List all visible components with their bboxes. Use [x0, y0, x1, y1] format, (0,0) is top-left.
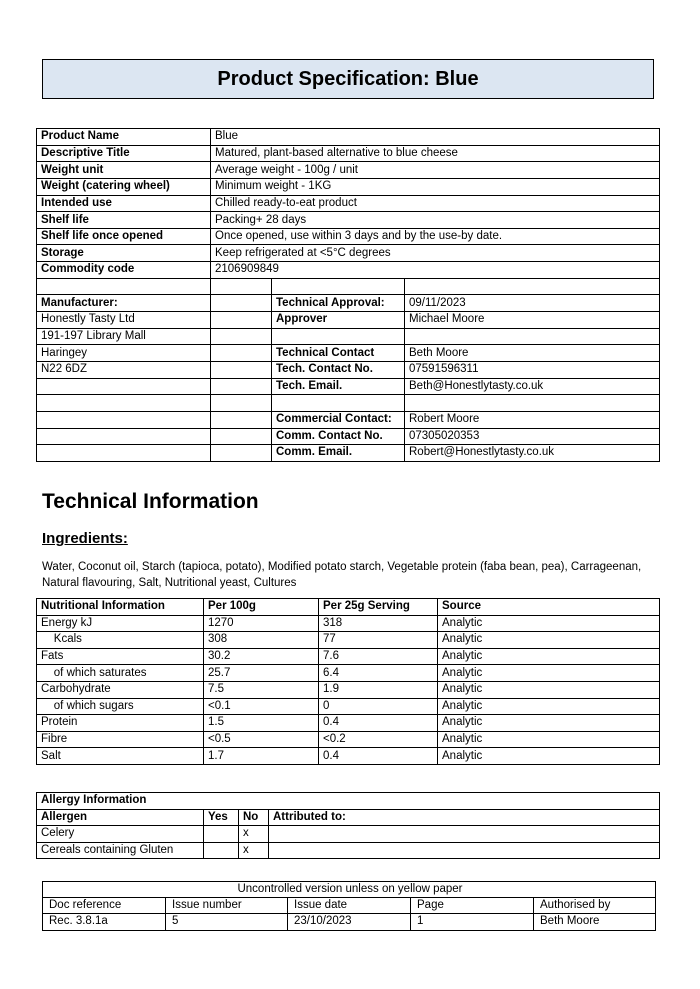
- contact-label: Tech. Contact No.: [272, 361, 405, 378]
- footer-notice: Uncontrolled version unless on yellow paper: [43, 882, 656, 898]
- spec-row: [37, 262, 660, 279]
- footer-value: Beth Moore: [534, 914, 656, 930]
- allergy-title-row: [37, 793, 660, 810]
- blank-cell: [211, 411, 272, 428]
- spec-label: Commodity code: [37, 262, 211, 279]
- contact-value: Robert@Honestlytasty.co.uk: [405, 445, 660, 462]
- spec-label: Descriptive Title: [37, 145, 211, 162]
- allergy-cell: x: [239, 842, 269, 859]
- nutrition-cell: Analytic: [438, 715, 660, 732]
- footer-header-row: [43, 898, 656, 914]
- contact-value: Michael Moore: [405, 312, 660, 329]
- contact-row: [37, 378, 660, 395]
- manufacturer-cell: [37, 395, 211, 412]
- spec-value: Blue: [211, 129, 660, 146]
- contact-row: [37, 361, 660, 378]
- spec-label: Weight (catering wheel): [37, 178, 211, 195]
- nutrition-cell: 7.5: [204, 681, 319, 698]
- footer-value: 5: [166, 914, 288, 930]
- blank-cell: [211, 312, 272, 329]
- contact-label: [272, 278, 405, 295]
- spec-row: [37, 145, 660, 162]
- spec-label: Product Name: [37, 129, 211, 146]
- spec-row: [37, 162, 660, 179]
- nutrition-header: Nutritional Information: [37, 599, 204, 616]
- nutrition-cell: Salt: [37, 748, 204, 765]
- nutrition-cell: Analytic: [438, 632, 660, 649]
- contact-row: [37, 445, 660, 462]
- nutrition-header-row: [37, 599, 660, 616]
- blank-cell: [211, 278, 272, 295]
- spec-row: [37, 212, 660, 229]
- nutrition-row: [37, 698, 660, 715]
- spec-value: 2106909849: [211, 262, 660, 279]
- nutrition-cell: 7.6: [319, 648, 438, 665]
- nutrition-row: [37, 632, 660, 649]
- spec-label: Shelf life once opened: [37, 228, 211, 245]
- spec-row: [37, 245, 660, 262]
- allergy-title: Allergy Information: [37, 793, 660, 810]
- footer-header: Issue date: [288, 898, 411, 914]
- contact-label: Tech. Email.: [272, 378, 405, 395]
- allergy-cell: [204, 842, 239, 859]
- footer-header: Issue number: [166, 898, 288, 914]
- nutrition-cell: Analytic: [438, 681, 660, 698]
- blank-cell: [211, 445, 272, 462]
- spec-value: Chilled ready-to-eat product: [211, 195, 660, 212]
- nutrition-row: [37, 681, 660, 698]
- nutrition-cell: Analytic: [438, 698, 660, 715]
- contact-row: [37, 295, 660, 312]
- blank-cell: [211, 361, 272, 378]
- nutrition-header: Per 25g Serving: [319, 599, 438, 616]
- allergy-row: [37, 842, 660, 859]
- nutrition-cell: 0.4: [319, 748, 438, 765]
- spec-value: Minimum weight - 1KG: [211, 178, 660, 195]
- footer-value-row: [43, 914, 656, 930]
- blank-cell: [211, 395, 272, 412]
- manufacturer-cell: Haringey: [37, 345, 211, 362]
- allergy-header: No: [239, 809, 269, 826]
- contact-row: [37, 428, 660, 445]
- nutrition-cell: 0.4: [319, 715, 438, 732]
- footer-header: Doc reference: [43, 898, 166, 914]
- footer-notice-row: [43, 882, 656, 898]
- nutrition-table: [36, 598, 660, 765]
- manufacturer-cell: [37, 411, 211, 428]
- contact-label: Technical Approval:: [272, 295, 405, 312]
- blank-cell: [211, 328, 272, 345]
- nutrition-cell: 1.9: [319, 681, 438, 698]
- spec-value: Matured, plant-based alternative to blue cheese: [211, 145, 660, 162]
- nutrition-row: [37, 615, 660, 632]
- nutrition-cell: 0: [319, 698, 438, 715]
- page-title: Product Specification: Blue: [217, 67, 479, 90]
- allergy-cell: [269, 842, 660, 859]
- manufacturer-cell: N22 6DZ: [37, 361, 211, 378]
- nutrition-row: [37, 748, 660, 765]
- footer-header: Authorised by: [534, 898, 656, 914]
- nutrition-cell: 30.2: [204, 648, 319, 665]
- contact-value: Robert Moore: [405, 411, 660, 428]
- contact-value: 09/11/2023: [405, 295, 660, 312]
- nutrition-cell: 6.4: [319, 665, 438, 682]
- nutrition-cell: 318: [319, 615, 438, 632]
- contact-value: [405, 278, 660, 295]
- allergy-header: Allergen: [37, 809, 204, 826]
- contact-value: [405, 395, 660, 412]
- spec-row: [37, 228, 660, 245]
- nutrition-header: Source: [438, 599, 660, 616]
- allergy-row: [37, 826, 660, 843]
- allergy-cell: x: [239, 826, 269, 843]
- contact-label: Comm. Contact No.: [272, 428, 405, 445]
- allergy-header: Attributed to:: [269, 809, 660, 826]
- nutrition-cell: Analytic: [438, 648, 660, 665]
- contact-row: [37, 411, 660, 428]
- nutrition-cell: 1.5: [204, 715, 319, 732]
- spec-value: Once opened, use within 3 days and by the use-by date.: [211, 228, 660, 245]
- allergy-header-row: [37, 809, 660, 826]
- allergy-cell: [204, 826, 239, 843]
- spec-label: Shelf life: [37, 212, 211, 229]
- nutrition-cell: 25.7: [204, 665, 319, 682]
- manufacturer-cell: Honestly Tasty Ltd: [37, 312, 211, 329]
- nutrition-cell: Analytic: [438, 731, 660, 748]
- contact-label: [272, 395, 405, 412]
- contact-value: 07305020353: [405, 428, 660, 445]
- footer-value: 1: [411, 914, 534, 930]
- allergy-cell: Cereals containing Gluten: [37, 842, 204, 859]
- contact-label: Technical Contact: [272, 345, 405, 362]
- contact-row: [37, 312, 660, 329]
- contact-value: [405, 328, 660, 345]
- blank-cell: [211, 428, 272, 445]
- ingredients-text: Water, Coconut oil, Starch (tapioca, potato), Modified potato starch, Vegetable protein (faba bean, pea), Carrageenan, Natural flavouring, Salt, Nutritional yeast, Cultures: [42, 561, 642, 589]
- nutrition-cell: Protein: [37, 715, 204, 732]
- manufacturer-cell: [37, 378, 211, 395]
- nutrition-cell: Fibre: [37, 731, 204, 748]
- manufacturer-cell: [37, 428, 211, 445]
- spec-value: Keep refrigerated at <5°C degrees: [211, 245, 660, 262]
- nutrition-row: [37, 665, 660, 682]
- allergy-header: Yes: [204, 809, 239, 826]
- nutrition-cell: 308: [204, 632, 319, 649]
- nutrition-cell: Kcals: [37, 632, 204, 649]
- spec-value: Average weight - 100g / unit: [211, 162, 660, 179]
- nutrition-cell: Analytic: [438, 665, 660, 682]
- spec-label: Intended use: [37, 195, 211, 212]
- contact-label: Approver: [272, 312, 405, 329]
- ingredients-heading: Ingredients:: [42, 530, 128, 547]
- document-control-table: [42, 881, 656, 931]
- manufacturer-cell: Manufacturer:: [37, 295, 211, 312]
- contact-row: [37, 395, 660, 412]
- manufacturer-cell: [37, 278, 211, 295]
- blank-cell: [211, 295, 272, 312]
- manufacturer-cell: 191-197 Library Mall: [37, 328, 211, 345]
- contact-value: 07591596311: [405, 361, 660, 378]
- specification-table: [36, 128, 660, 462]
- spec-value: Packing+ 28 days: [211, 212, 660, 229]
- nutrition-cell: 1270: [204, 615, 319, 632]
- nutrition-cell: 77: [319, 632, 438, 649]
- contact-row: [37, 328, 660, 345]
- nutrition-row: [37, 715, 660, 732]
- footer-header: Page: [411, 898, 534, 914]
- nutrition-cell: Energy kJ: [37, 615, 204, 632]
- allergy-cell: Celery: [37, 826, 204, 843]
- nutrition-row: [37, 731, 660, 748]
- manufacturer-cell: [37, 445, 211, 462]
- spec-row: [37, 178, 660, 195]
- allergy-cell: [269, 826, 660, 843]
- nutrition-cell: of which saturates: [37, 665, 204, 682]
- contact-value: Beth@Honestlytasty.co.uk: [405, 378, 660, 395]
- technical-heading: Technical Information: [42, 490, 259, 513]
- nutrition-cell: Carbohydrate: [37, 681, 204, 698]
- nutrition-cell: <0.1: [204, 698, 319, 715]
- footer-value: Rec. 3.8.1a: [43, 914, 166, 930]
- nutrition-header: Per 100g: [204, 599, 319, 616]
- nutrition-cell: 1.7: [204, 748, 319, 765]
- contact-value: Beth Moore: [405, 345, 660, 362]
- contact-row: [37, 278, 660, 295]
- contact-label: Commercial Contact:: [272, 411, 405, 428]
- footer-value: 23/10/2023: [288, 914, 411, 930]
- contact-row: [37, 345, 660, 362]
- nutrition-row: [37, 648, 660, 665]
- nutrition-cell: Analytic: [438, 615, 660, 632]
- nutrition-cell: Fats: [37, 648, 204, 665]
- spec-label: Storage: [37, 245, 211, 262]
- nutrition-cell: Analytic: [438, 748, 660, 765]
- spec-label: Weight unit: [37, 162, 211, 179]
- nutrition-cell: of which sugars: [37, 698, 204, 715]
- title-box: [42, 59, 654, 99]
- allergy-table: [36, 792, 660, 859]
- spec-row: [37, 129, 660, 146]
- spec-row: [37, 195, 660, 212]
- blank-cell: [211, 345, 272, 362]
- nutrition-cell: <0.2: [319, 731, 438, 748]
- contact-label: [272, 328, 405, 345]
- contact-label: Comm. Email.: [272, 445, 405, 462]
- nutrition-cell: <0.5: [204, 731, 319, 748]
- blank-cell: [211, 378, 272, 395]
